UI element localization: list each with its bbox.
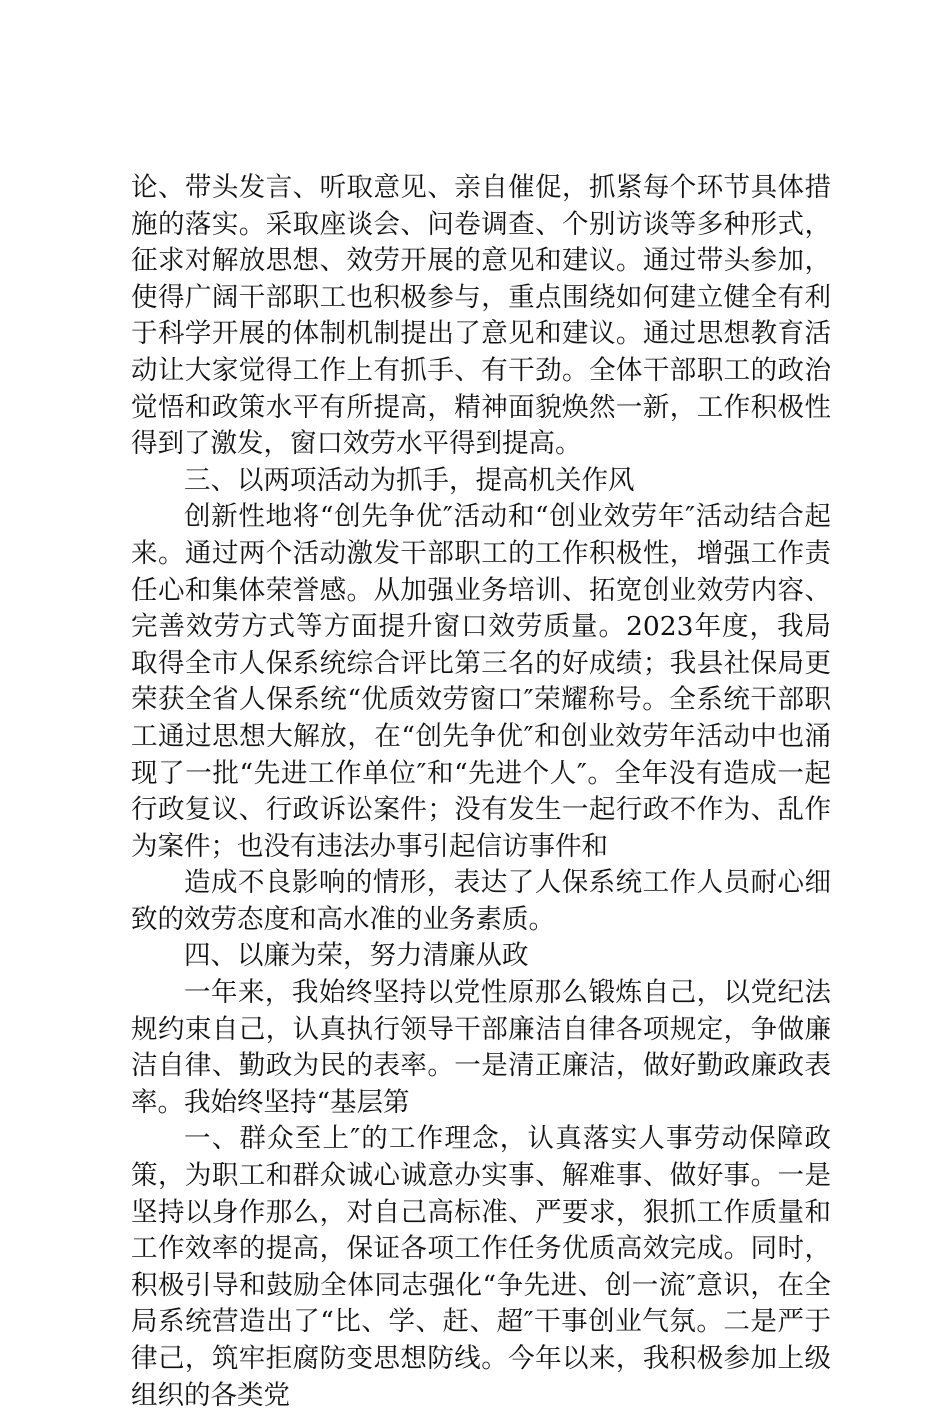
paragraph-intro-continuation: 论、带头发言、听取意见、亲自催促，抓紧每个环节具体措施的落实。采取座谈会、问卷调查、个别访谈等多种形式，征求对解放思想、效劳开展的意见和建议。通过带头参加，使得广阔干部职工也积极参与，重点围绕如何建立健全有利于科学开展的体制机制提出了意见和建议。通过思想教育活动让大家觉得工作上有抓手、有干劲。全体干部职工的政治觉悟和政策水平有所提高，精神面貌焕然一新，工作积极性得到了激发，窗口效劳水平得到提高。 [131, 172, 831, 460]
paragraph-section-3-continuation: 造成不良影响的情形，表达了人保系统工作人员耐心细致的效劳态度和高水准的业务素质。 [131, 867, 831, 935]
paragraph-section-3-body: 创新性地将“创先争优″活动和“创业效劳年″活动结合起来。通过两个活动激发干部职工的工作积极性，增强工作责任心和集体荣誉感。从加强业务培训、拓宽创业效劳内容、完善效劳方式等方面提升窗口效劳质量。2023年度，我局取得全市人保系统综合评比第三名的好成绩；我县社保局更荣获全省人保系统“优质效劳窗口″荣耀称号。全系统干部职工通过思想大解放，在“创先争优″和创业效劳年活动中也涌现了一批“先进工作单位″和“先进个人″。全年没有造成一起行政复议、行政诉讼案件；没有发生一起行政不作为、乱作为案件；也没有违法办事引起信访事件和 [131, 501, 831, 862]
section-heading-4: 四、以廉为荣，努力清廉从政 [184, 940, 529, 972]
paragraph-section-4-body: 一年来，我始终坚持以党性原那么锻炼自己，以党纪法规约束自己，认真执行领导干部廉洁自律各项规定，争做廉洁自律、勤政为民的表率。一是清正廉洁，做好勤政廉政表率。我始终坚持“基层第 [131, 977, 831, 1118]
paragraph-section-4-continuation: 一、群众至上″的工作理念，认真落实人事劳动保障政策，为职工和群众诚心诚意办实事、解难事、做好事。一是坚持以身作那么，对自己高标准、严要求，狠抓工作质量和工作效率的提高，保证各项工作任务优质高效完成。同时，积极引导和鼓励全体同志强化“争先进、创一流″意识，在全局系统营造出了“比、学、赶、超″干事创业气氛。二是严于律己，筑牢拒腐防变思想防线。今年以来，我积极参加上级组织的各类党 [131, 1123, 831, 1411]
document-page [131, 170, 831, 1414]
section-heading-3: 三、以两项活动为抓手，提高机关作风 [184, 464, 635, 496]
